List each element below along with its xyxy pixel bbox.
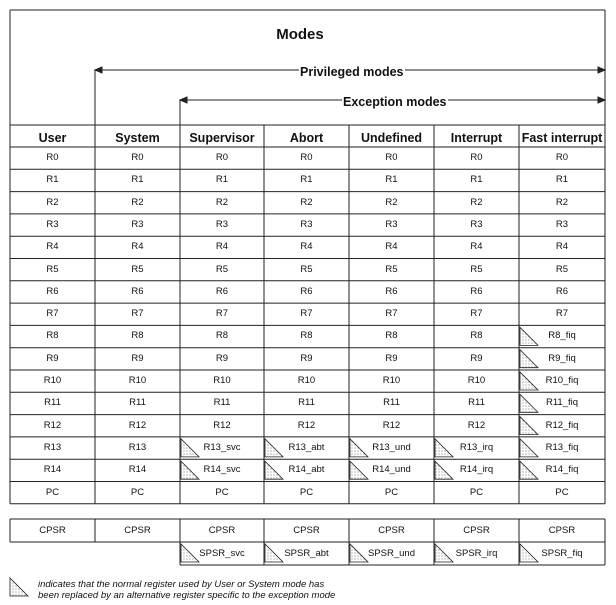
exception-arrow-left-head xyxy=(180,97,187,103)
spsr-cell: SPSR_und xyxy=(367,547,415,559)
cpsr-cell: CPSR xyxy=(124,524,151,536)
register-cell: R12_fiq xyxy=(545,419,579,431)
cpsr-cell: CPSR xyxy=(463,524,490,536)
register-cell: R4 xyxy=(215,241,229,253)
register-cell: R6 xyxy=(385,285,398,297)
register-cell: R2 xyxy=(300,196,313,208)
register-cell: R13_svc xyxy=(203,441,241,453)
register-cell: R10 xyxy=(467,375,486,386)
register-cell: R9 xyxy=(385,352,398,364)
register-cell: R13 xyxy=(128,441,147,453)
privileged-arrow-left-head xyxy=(95,67,102,73)
diagram-title: Modes xyxy=(276,26,324,43)
register-cell: R9 xyxy=(131,352,144,364)
register-cell: R5 xyxy=(46,263,59,275)
cpsr-cell: CPSR xyxy=(39,524,66,536)
register-cell: R2 xyxy=(215,196,229,208)
register-cell: R6 xyxy=(300,285,313,297)
cpsr-cell: CPSR xyxy=(293,524,320,536)
register-cell: R11 xyxy=(298,397,315,409)
register-cell: R0 xyxy=(385,152,398,163)
register-cell: R11 xyxy=(383,397,400,409)
privileged-arrow-right-head xyxy=(598,67,605,73)
register-cell: R0 xyxy=(300,152,313,163)
spsr-cell: SPSR_abt xyxy=(284,547,329,559)
register-cell: R7 xyxy=(131,308,144,320)
register-cell: R2 xyxy=(131,196,144,208)
register-cell: R8 xyxy=(385,330,398,342)
column-header-supervisor: Supervisor xyxy=(189,131,255,145)
register-cell: R0 xyxy=(470,152,483,163)
register-cell: R7 xyxy=(46,308,59,320)
register-cell: R9 xyxy=(215,352,229,364)
register-cell: R14_svc xyxy=(203,464,241,476)
register-cell: R1 xyxy=(555,174,569,186)
register-cell: R14 xyxy=(43,464,62,476)
register-cell: R10 xyxy=(297,375,316,386)
register-cell: R4 xyxy=(300,241,313,253)
register-cell: R13_fiq xyxy=(545,441,579,453)
register-cell: R2 xyxy=(555,196,569,208)
register-cell: R8 xyxy=(215,330,229,342)
register-cell: R7 xyxy=(555,308,569,320)
register-cell: R14_abt xyxy=(288,464,325,476)
register-cell: R12 xyxy=(213,419,231,431)
register-cell: R12 xyxy=(297,419,316,431)
cpsr-cell: CPSR xyxy=(378,524,405,536)
register-cell: R8 xyxy=(470,330,483,342)
register-cell: PC xyxy=(555,486,569,498)
register-cell: R3 xyxy=(385,218,398,230)
register-cell: R9 xyxy=(470,352,483,364)
register-cell: R13_und xyxy=(372,441,411,453)
register-cell: R11 xyxy=(129,397,146,409)
register-cell: PC xyxy=(45,486,60,498)
exception-arrow-right-head xyxy=(598,97,605,103)
register-cell: R5 xyxy=(555,263,569,275)
register-cell: R10_fiq xyxy=(545,375,579,386)
register-cell: R6 xyxy=(46,285,59,297)
register-cell: R14_irq xyxy=(459,464,494,476)
register-cell: R14_fiq xyxy=(545,464,579,476)
register-cell: PC xyxy=(215,486,229,498)
register-cell: R1 xyxy=(300,174,313,186)
register-cell: R8_fiq xyxy=(548,330,576,342)
column-header-user: User xyxy=(38,131,67,145)
register-cell: R6 xyxy=(470,285,483,297)
register-cell: R5 xyxy=(470,263,483,275)
register-cell: R10 xyxy=(382,375,401,386)
register-cell: R1 xyxy=(215,174,229,186)
register-cell: PC xyxy=(130,486,145,498)
column-header-system: System xyxy=(115,131,160,145)
register-cell: R7 xyxy=(215,308,229,320)
legend-marker xyxy=(10,578,28,596)
register-cell: R7 xyxy=(300,308,313,320)
register-cell: R4 xyxy=(555,241,569,253)
register-cell: R0 xyxy=(215,152,229,163)
register-cell: R0 xyxy=(46,152,59,163)
privileged-modes-label: Privileged modes xyxy=(300,65,404,79)
register-cell: R12 xyxy=(382,419,401,431)
register-cell: R1 xyxy=(385,174,398,186)
register-cell: R4 xyxy=(131,241,144,253)
register-cell: R0 xyxy=(131,152,144,163)
register-cell: R4 xyxy=(46,241,59,253)
register-cell: PC xyxy=(384,486,399,498)
register-cell: R6 xyxy=(131,285,144,297)
register-cell: R3 xyxy=(215,218,229,230)
spsr-cell: SPSR_fiq xyxy=(541,547,583,559)
register-cell: R13_irq xyxy=(459,441,494,453)
cpsr-cell: CPSR xyxy=(548,524,576,536)
legend-line-2: been replaced by an alternative register specific to the exception mode xyxy=(38,590,336,601)
register-cell: R1 xyxy=(46,174,59,186)
register-cell: R10 xyxy=(128,375,147,386)
register-cell: R5 xyxy=(300,263,313,275)
register-cell: R4 xyxy=(470,241,483,253)
register-cell: R3 xyxy=(46,218,59,230)
register-cell: R1 xyxy=(131,174,144,186)
register-cell: R11 xyxy=(44,397,61,409)
register-cell: R11 xyxy=(213,397,231,409)
register-cell: R8 xyxy=(131,330,144,342)
register-cell: R11_fiq xyxy=(545,397,579,409)
register-cell: R0 xyxy=(555,152,569,163)
register-cell: R12 xyxy=(128,419,147,431)
spsr-cell: SPSR_irq xyxy=(455,547,498,559)
register-cell: R6 xyxy=(555,285,569,297)
register-cell: R8 xyxy=(300,330,313,342)
register-cell: R6 xyxy=(215,285,229,297)
register-cell: R3 xyxy=(555,218,569,230)
register-cell: R11 xyxy=(468,397,485,409)
column-header-interrupt: Interrupt xyxy=(450,131,503,145)
cpsr-cell: CPSR xyxy=(208,524,236,536)
register-cell: R14_und xyxy=(372,464,411,476)
register-cell: R7 xyxy=(470,308,483,320)
register-cell: R2 xyxy=(46,196,59,208)
spsr-cell: SPSR_svc xyxy=(199,547,245,559)
register-cell: PC xyxy=(299,486,314,498)
register-cell: R4 xyxy=(385,241,398,253)
register-cell: R5 xyxy=(131,263,144,275)
register-cell: R10 xyxy=(213,375,231,386)
register-cell: R9 xyxy=(46,352,59,364)
register-cell: R12 xyxy=(467,419,486,431)
register-cell: R14 xyxy=(128,464,147,476)
column-header-fast-interrupt: Fast interrupt xyxy=(521,131,603,145)
register-cell: R1 xyxy=(470,174,483,186)
column-header-abort: Abort xyxy=(289,131,324,145)
register-cell: R5 xyxy=(385,263,398,275)
register-cell: R7 xyxy=(385,308,398,320)
column-header-undefined: Undefined xyxy=(360,131,423,145)
register-cell: R8 xyxy=(46,330,59,342)
register-cell: R2 xyxy=(385,196,398,208)
register-cell: R10 xyxy=(43,375,62,386)
register-cell: R9 xyxy=(300,352,313,364)
register-cell: PC xyxy=(469,486,484,498)
register-cell: R5 xyxy=(215,263,229,275)
exception-modes-label: Exception modes xyxy=(343,95,447,109)
register-cell: R13_abt xyxy=(288,441,325,453)
register-cell: R3 xyxy=(300,218,313,230)
register-cell: R3 xyxy=(131,218,144,230)
legend-line-1: indicates that the normal register used by User or System mode has xyxy=(38,579,325,590)
register-cell: R12 xyxy=(43,419,62,431)
register-cell: R3 xyxy=(470,218,483,230)
register-cell: R13 xyxy=(43,441,62,453)
register-cell: R9_fiq xyxy=(548,352,576,364)
legend-text xyxy=(38,579,335,601)
register-cell: R2 xyxy=(470,196,483,208)
